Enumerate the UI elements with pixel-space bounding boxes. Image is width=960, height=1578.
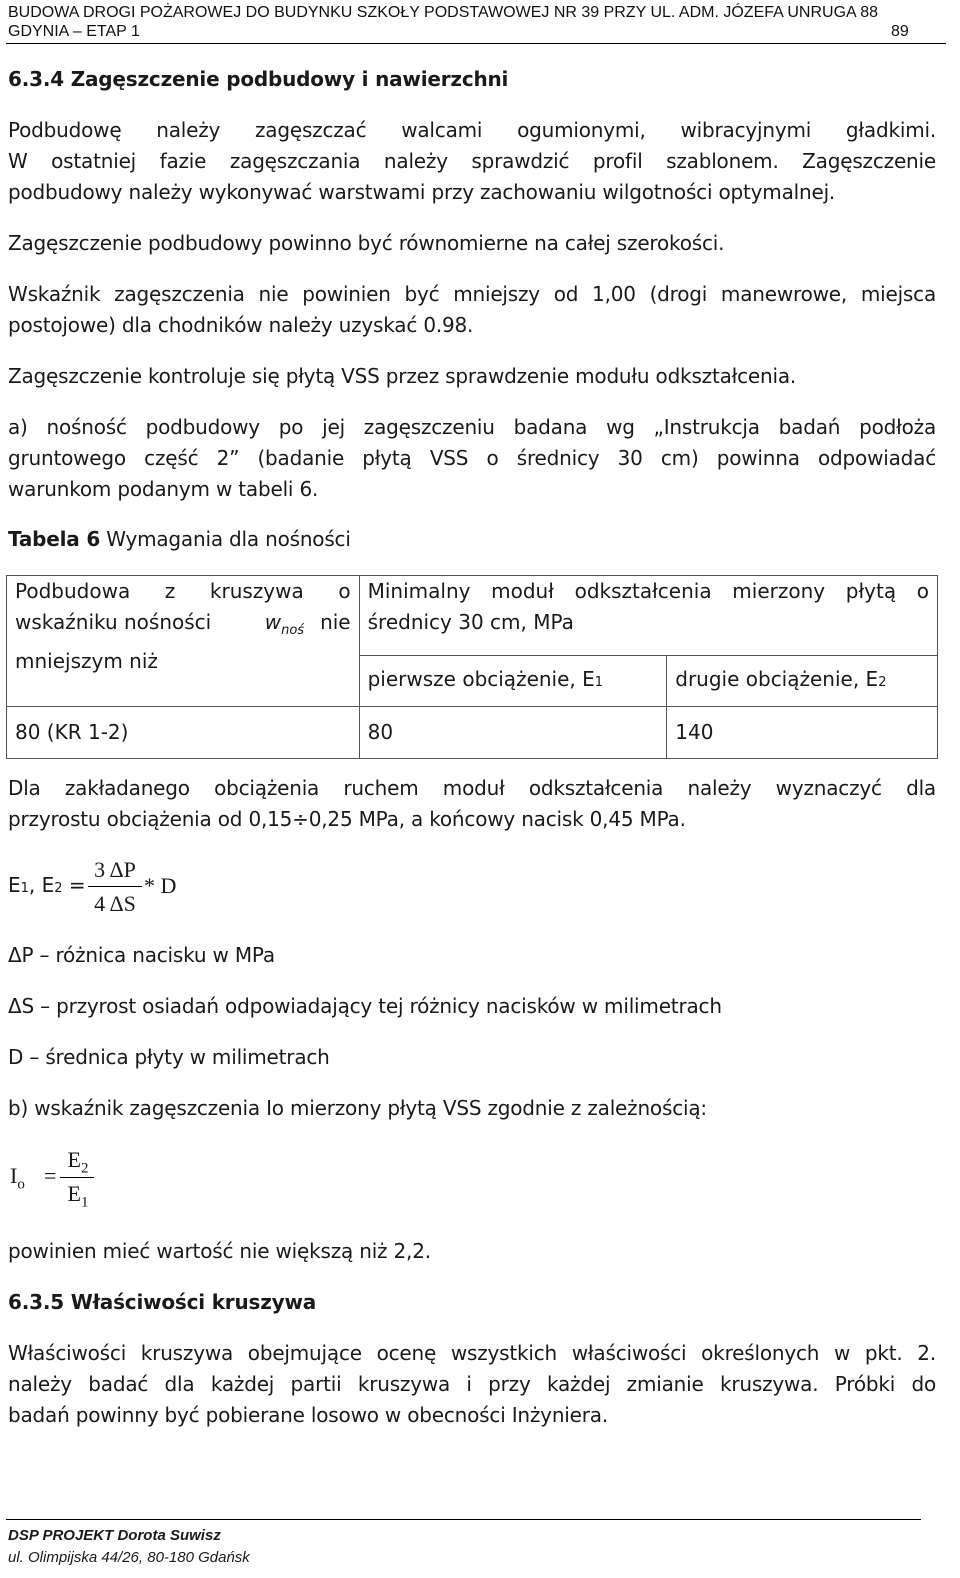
formula-equals: = [62,873,86,897]
table-subheader-index: 2 [878,675,887,690]
paragraph-line: Wskaźnik zagęszczenia nie powinien być mniejszy od 1,00 (drogi manewrowe, miejsca [8,282,936,306]
formula-index: 2 [80,1160,89,1177]
formula-index: o [17,1176,25,1193]
table-subheader-text: drugie obciążenie, E [675,667,879,691]
table-cell: 80 [359,707,667,759]
footer-divider [6,1519,921,1520]
formula-numerator [88,856,142,884]
formula-digit: 4 [94,891,106,916]
fraction-bar [60,1177,94,1178]
formula2-denominator [60,1180,96,1216]
table-caption-text: Wymagania dla nośności [100,527,351,551]
fraction-bar [88,886,142,887]
paragraph: Zagęszczenie kontroluje się płytą VSS przez sprawdzenie modułu odkształcenia. [8,364,797,388]
paragraph-line: a) nośność podbudowy po jej zagęszczeniu badana wg „Instrukcja badań podłoża [8,415,936,439]
paragraph: powinien mieć wartość nie większą niż 2,2. [8,1239,431,1263]
paragraph-line: podbudowy należy wykonywać warstwami przy zachowaniu wilgotności optymalnej. [8,180,836,204]
formula-symbol: E [8,873,21,897]
table-cell: 80 (KR 1-2) [7,707,360,759]
section-title-634: 6.3.4 Zagęszczenie podbudowy i nawierzchni [8,67,509,91]
footer-address: ul. Olimpijska 44/26, 80-180 Gdańsk [8,1549,250,1566]
formula-symbol: ΔS [109,891,136,916]
formula2-equals: = [44,1163,57,1188]
section-title-635: 6.3.5 Właściwości kruszywa [8,1290,317,1314]
header-title: BUDOWA DROGI POŻAROWEJ DO BUDYNKU SZKOŁY PODSTAWOWEJ NR 39 PRZY UL. ADM. JÓZEFA UNRUGA 88 [8,4,879,21]
requirements-table [6,575,938,759]
formula2-lhs [10,1162,25,1198]
header-subtitle: GDYNIA – ETAP 1 [8,23,140,40]
formula-rhs: * D [144,873,177,898]
formula-lhs [8,870,86,904]
paragraph: Zagęszczenie podbudowy powinno być równomierne na całej szerokości. [8,231,725,255]
formula-symbol: E [67,1147,81,1172]
paragraph-line: przyrostu obciążenia od 0,15÷0,25 MPa, a końcowy nacisk 0,45 MPa. [8,807,686,831]
paragraph-line: gruntowego część 2” (badanie płytą VSS o średnicy 30 cm) powinna odpowiadać [8,446,936,470]
page-number: 89 [891,23,909,40]
formula-index: 2 [54,881,63,896]
formula-symbol: I [10,1163,18,1188]
table-header-line: średnicy 30 cm, MPa [367,610,574,634]
table-header-cell [667,656,938,707]
paragraph-line: Dla zakładanego obciążenia ruchem moduł odkształcenia należy wyznaczyć dla [8,776,936,800]
symbol-w: w [264,610,282,634]
table-header-line: Minimalny moduł odkształcenia mierzony płytą o [367,579,929,603]
table-header-cell [7,576,360,707]
table-header-cell [359,656,667,707]
paragraph-line: należy badać dla każdej partii kruszywa i przy każdej zmianie kruszywa. Próbki do [8,1372,936,1396]
paragraph-line: postojowe) dla chodników należy uzyskać 0.98. [8,313,474,337]
formula-symbol: ΔP [109,857,136,882]
table-subheader-text: pierwsze obciążenie, E [367,667,595,691]
table-header-text: nie [320,610,351,634]
formula-symbol: E [67,1181,81,1206]
definition-item: D – średnica płyty w milimetrach [8,1045,330,1069]
paragraph-line: W ostatniej fazie zagęszczania należy sprawdzić profil szablonem. Zagęszczenie [8,149,936,173]
table-header-line [15,607,351,646]
table-caption [8,524,936,555]
table-caption-label: Tabela 6 [8,527,101,551]
definition-item: ΔP – różnica nacisku w MPa [8,943,275,967]
table-cell: 140 [667,707,938,759]
table-header-text: wskaźniku nośności [15,610,212,634]
formula-index: 1 [20,881,29,896]
paragraph-line: warunkom podanym w tabeli 6. [8,477,319,501]
table-header-cell [359,576,937,656]
formula-symbol: , E [28,873,55,897]
symbol-w-index: noś [281,623,305,638]
formula-index: 1 [80,1194,89,1211]
table-header-line: Podbudowa z kruszywa o [15,579,351,603]
table-header-line: mniejszym niż [15,649,158,673]
table-subheader-index: 1 [594,675,604,690]
paragraph-line: Podbudowę należy zagęszczać walcami ogumionymi, wibracyjnymi gładkimi. [8,118,936,142]
header-divider [6,43,946,44]
paragraph-line: badań powinny być pobierane losowo w obecności Inżyniera. [8,1403,608,1427]
footer-company: DSP PROJEKT Dorota Suwisz [8,1527,221,1544]
formula-denominator [88,890,142,918]
definition-item: ΔS – przyrost osiadań odpowiadający tej różnicy nacisków w milimetrach [8,994,722,1018]
paragraph: b) wskaźnik zagęszczenia Io mierzony płytą VSS zgodnie z zależnością: [8,1096,707,1120]
paragraph-line: Właściwości kruszywa obejmujące ocenę wszystkich właściwości określonych w pkt. 2. [8,1341,936,1365]
formula-digit: 3 [94,857,106,882]
